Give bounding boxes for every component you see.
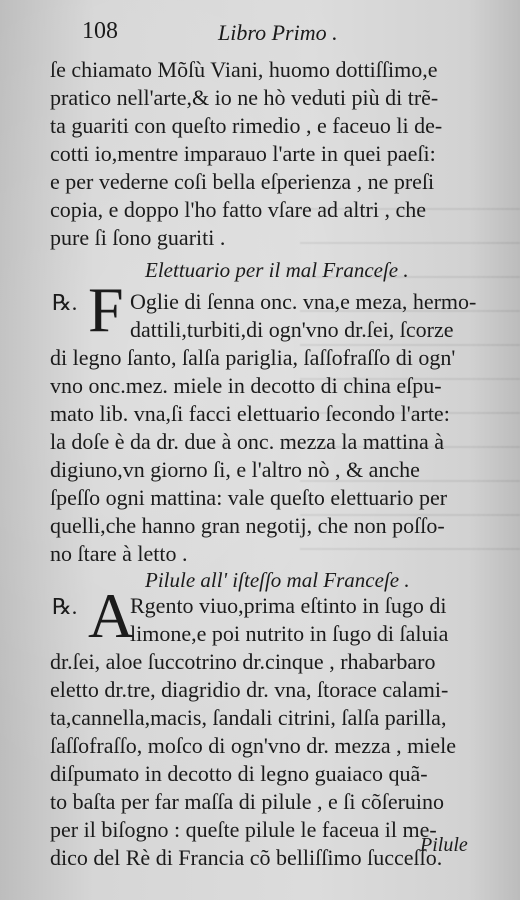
page-number: 108 (82, 18, 118, 44)
text-line: limone,e poi nutrito in ſugo di ſaluia (130, 621, 449, 646)
recipe-symbol: ℞. (52, 290, 78, 315)
text-line: pure ſi ſono guariti . (50, 225, 226, 250)
text-line: dico del Rè di Francia cõ belliſſimo ſucceſſo. (50, 845, 443, 870)
text-line: quelli,che hanno gran negotij, che non poſſo- (50, 513, 445, 538)
text-line: ta,cannella,macis, ſandali citrini, ſalſa parilla, (50, 705, 447, 730)
text-line: pratico nell'arte,& io ne hò veduti più di trẽ- (50, 85, 439, 110)
dropcap-letter: F (88, 274, 124, 345)
catchword: Pilule (420, 834, 468, 856)
running-title: Libro Primo . (218, 20, 338, 45)
text-line: mato lib. vna,ſi facci elettuario ſecondo l'arte: (50, 401, 450, 426)
text-line: ta guariti con queſto rimedio , e faceuo li de- (50, 113, 443, 138)
text-line: eletto dr.tre, diagridio dr. vna, ſtorace calami- (50, 677, 449, 702)
recipe-title-elettuario: Elettuario per il mal Franceſe . (145, 258, 409, 282)
text-line: per il biſogno : queſte pilule le faceua il me- (50, 817, 437, 842)
text-line: cotti io,mentre imparauo l'arte in quei paeſi: (50, 141, 436, 166)
text-line: dattili,turbiti,di ogn'vno dr.ſei, ſcorze (130, 317, 454, 342)
text-line: la doſe è da dr. due à onc. mezza la mattina à (50, 429, 444, 454)
text-line: e per vederne coſi bella eſperienza , ne preſi (50, 169, 435, 194)
page-header (82, 18, 502, 46)
text-line: dr.ſei, aloe ſuccotrino dr.cinque , rhabarbaro (50, 649, 436, 674)
recipe-symbol: ℞. (52, 594, 78, 619)
text-line: ſpeſſo ogni mattina: vale queſto elettuario per (50, 485, 448, 510)
dropcap-letter: A (88, 580, 135, 651)
text-line: Rgento viuo,prima eſtinto in ſugo di (130, 593, 447, 618)
text-line: ſe chiamato Mõſù Viani, huomo dottiſſimo,e (50, 57, 438, 82)
text-line: diſpumato in decotto di legno guaiaco quã- (50, 761, 428, 786)
text-line: vno onc.mez. miele in decotto di china eſpu- (50, 373, 442, 398)
text-line: no ſtare à letto . (50, 541, 188, 566)
text-line: to baſta per far maſſa di pilule , e ſi cõſeruino (50, 789, 445, 814)
text-line: digiuno,vn giorno ſi, e l'altro nò , & anche (50, 457, 420, 482)
recipe-title-pilule: Pilule all' iſteſſo mal Franceſe . (145, 568, 410, 592)
text-line: ſaſſofraſſo, moſco di ogn'vno dr. mezza , miele (50, 733, 456, 758)
text-line: copia, e doppo l'ho fatto vſare ad altri , che (50, 197, 426, 222)
text-line: Oglie di ſenna onc. vna,e meza, hermo- (130, 289, 477, 314)
text-line: di legno ſanto, ſalſa pariglia, ſaſſofraſſo di ogn' (50, 345, 456, 370)
